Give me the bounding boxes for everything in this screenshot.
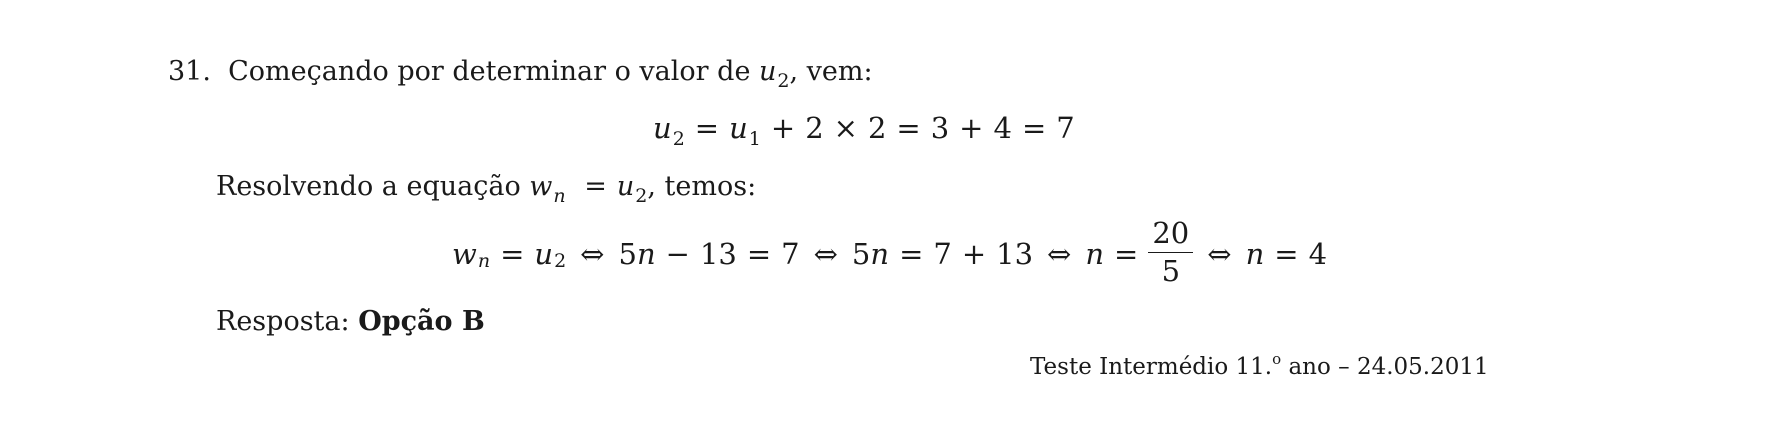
equation-u2 xyxy=(653,111,1075,150)
fraction-denominator: 5 xyxy=(1161,253,1181,288)
sentence2-u-sub: 2 xyxy=(635,185,648,207)
eq2-step4-equals: = xyxy=(1274,236,1299,271)
footer-ordinal: o xyxy=(1272,350,1282,368)
eq1-two: 2 xyxy=(805,111,824,145)
eq2-step3-equals: = xyxy=(1114,236,1139,271)
answer-line xyxy=(216,308,485,335)
equation-solve xyxy=(452,215,1328,288)
eq2-step1-7: 7 xyxy=(781,236,800,271)
fraction xyxy=(1148,215,1193,288)
eq2-step2-equals: = xyxy=(899,236,924,271)
eq1-three: 3 xyxy=(930,111,950,145)
footer-prefix: Teste Intermédio 11. xyxy=(1030,354,1273,380)
eq2-iff-3: ⇔ xyxy=(1047,236,1072,271)
eq1-plus: + xyxy=(770,111,796,145)
eq1-times: × xyxy=(833,111,858,145)
eq1-lhs-sub: 2 xyxy=(672,128,685,150)
sentence2-w-sub: n xyxy=(553,185,566,207)
eq1-four: 4 xyxy=(993,111,1012,145)
item-number: 31. xyxy=(168,56,211,87)
intro-sub: 2 xyxy=(777,70,790,92)
page-footer xyxy=(1030,350,1489,380)
intro-text: Começando por determinar o valor de xyxy=(228,56,751,87)
answer-label: Resposta: xyxy=(216,306,350,337)
eq1-rhs-var: u xyxy=(729,111,748,145)
eq1-equals-2: = xyxy=(896,111,921,145)
eq1-rhs-sub: 1 xyxy=(748,128,761,150)
eq1-lhs-var: u xyxy=(653,111,672,145)
eq2-step2-7: 7 xyxy=(933,236,952,271)
eq2-u-sub: 2 xyxy=(554,249,567,272)
eq2-iff-4: ⇔ xyxy=(1207,236,1232,271)
eq2-u-var: u xyxy=(534,236,554,271)
eq2-step4-var: n xyxy=(1245,236,1265,271)
eq2-step2-coef: 5 xyxy=(851,236,871,271)
eq1-equals-3: = xyxy=(1021,111,1047,145)
eq2-step1-var: n xyxy=(636,236,656,271)
eq2-step1-equals: = xyxy=(746,236,772,271)
eq1-plus-2: + xyxy=(959,111,984,145)
eq1-seven: 7 xyxy=(1056,111,1075,145)
sentence-resolvendo xyxy=(216,171,757,207)
footer-suffix: ano – 24.05.2011 xyxy=(1281,354,1489,380)
fraction-numerator: 20 xyxy=(1148,219,1193,253)
eq1-two-b: 2 xyxy=(867,111,887,145)
eq2-step4-value: 4 xyxy=(1308,236,1328,271)
sentence2-tail: , temos: xyxy=(647,171,757,202)
eq2-step1-coef: 5 xyxy=(618,236,637,271)
eq2-step3-var: n xyxy=(1085,236,1105,271)
sentence2-text: Resolvendo a equação xyxy=(216,171,521,202)
item-line xyxy=(168,56,873,92)
eq2-step1-minus: − xyxy=(665,236,690,271)
eq2-step2-plus: + xyxy=(961,236,987,271)
eq2-iff-1: ⇔ xyxy=(580,236,605,271)
eq2-step2-13: 13 xyxy=(996,236,1034,271)
eq2-w-var: w xyxy=(452,236,477,271)
answer-value: Opção B xyxy=(358,306,485,337)
eq2-w-sub: n xyxy=(477,249,491,272)
sentence2-w-var: w xyxy=(529,171,553,202)
intro-tail: , vem: xyxy=(789,56,873,87)
eq2-equals: = xyxy=(500,236,525,271)
intro-var: u xyxy=(759,56,777,87)
eq2-iff-2: ⇔ xyxy=(813,236,838,271)
eq2-step2-var: n xyxy=(870,236,890,271)
eq2-step1-13: 13 xyxy=(699,236,737,271)
sentence2-equals: = xyxy=(584,171,607,202)
eq1-equals: = xyxy=(694,111,720,145)
sentence2-u-var: u xyxy=(616,171,635,202)
